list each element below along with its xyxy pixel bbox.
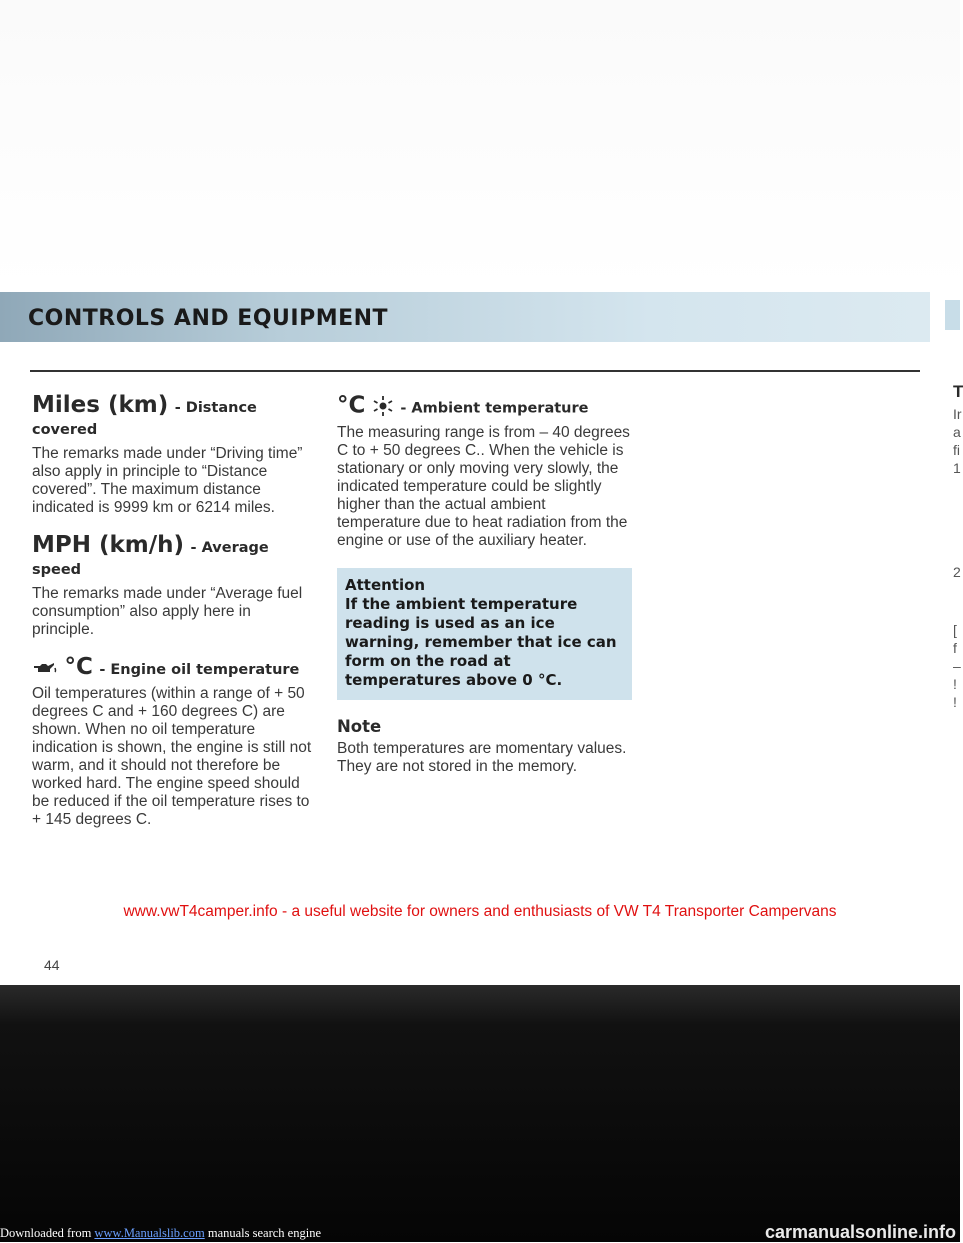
next-page-fragment: fi	[953, 442, 960, 458]
attention-heading: Attention	[345, 576, 426, 594]
attention-box	[337, 568, 632, 700]
distance-heading-sub: - Distance covered	[32, 400, 257, 438]
website-banner: www.vwT4camper.info - a useful website for owners and enthusiasts of VW T4 Transporter Campervans	[123, 903, 837, 920]
next-page-header-strip	[945, 300, 960, 330]
left-column	[32, 392, 314, 847]
next-page-fragment: Ir	[953, 406, 962, 422]
next-page-fragment: !	[953, 676, 957, 692]
section-average-speed	[32, 532, 314, 639]
ambient-body: The measuring range is from – 40 degrees C to + 50 degrees C.. When the vehicle is stationary or only moving very slowly, the indicated temperature could be slightly higher than the actual ambient temperature due to heat radiation from the engine or use of the auxiliary heater.	[337, 424, 630, 549]
next-page-fragment: 1	[953, 460, 961, 476]
speed-heading-sub: - Average speed	[32, 540, 269, 578]
next-page-fragment: –	[953, 658, 961, 674]
next-page-fragment: T	[953, 382, 963, 401]
sun-snow-icon	[372, 395, 394, 418]
next-page-fragment: 2	[953, 564, 961, 580]
ambient-heading-main: °C	[337, 392, 366, 419]
section-note	[337, 718, 632, 776]
next-page-fragment: [	[953, 622, 957, 638]
download-footer	[0, 1226, 321, 1241]
oil-heading-main: °C	[64, 654, 93, 680]
section-distance	[32, 392, 314, 517]
speed-body: The remarks made under “Average fuel consumption” also apply here in principle.	[32, 585, 303, 638]
oil-heading	[32, 654, 314, 680]
attention-body: If the ambient temperature reading is used as an ice warning, remember that ice can form on the road at temperatures above 0 °C.	[345, 595, 617, 689]
distance-body: The remarks made under “Driving time” also apply in principle to “Distance covered”. The maximum distance indicated is 9999 km or 6214 miles.	[32, 445, 303, 516]
header-rule	[30, 370, 920, 372]
footer-prefix: Downloaded from	[0, 1226, 92, 1240]
next-page-fragment: !	[953, 694, 957, 710]
carmanuals-watermark: carmanualsonline.info	[764, 1222, 956, 1242]
oil-heading-sub: - Engine oil temperature	[99, 662, 300, 678]
section-oil-temperature	[32, 654, 314, 829]
section-title: CONTROLS AND EQUIPMENT	[28, 306, 389, 331]
ambient-heading-sub: - Ambient temperature	[400, 400, 589, 417]
note-heading: Note	[337, 717, 382, 736]
oil-can-icon	[32, 659, 58, 677]
top-margin	[0, 0, 960, 290]
distance-heading-main: Miles (km)	[32, 392, 169, 418]
distance-heading	[32, 392, 314, 439]
manualslib-link[interactable]: www.Manualslib.com	[94, 1226, 205, 1240]
scan-dark-border	[0, 985, 960, 1242]
speed-heading-main: MPH (km/h)	[32, 532, 185, 558]
note-body: Both temperatures are momentary values. They are not stored in the memory.	[337, 740, 627, 775]
middle-column	[337, 392, 632, 792]
footer-suffix: manuals search engine	[207, 1226, 321, 1240]
section-ambient-temperature	[337, 392, 632, 550]
next-page-fragment: f	[953, 640, 957, 656]
ambient-heading	[337, 392, 632, 419]
page-number: 44	[44, 957, 60, 973]
oil-body: Oil temperatures (within a range of + 50 degrees C and + 160 degrees C) are shown. When no oil temperature indication is shown, the engine is still not warm, and it should not therefore be worked hard. The engine speed should be reduced if the oil temperature rises to + 145 degrees C.	[32, 685, 312, 828]
next-page-fragment: a	[953, 424, 961, 440]
speed-heading	[32, 532, 314, 579]
